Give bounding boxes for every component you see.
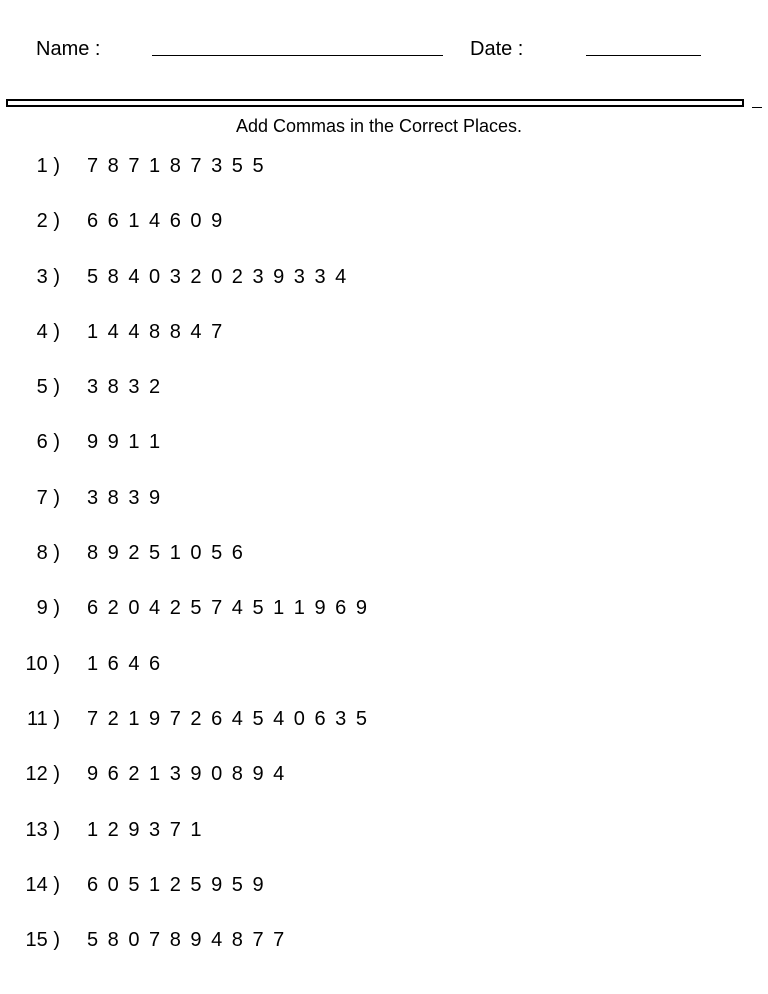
problem-number: 7 ) — [36, 486, 60, 509]
problem-row — [0, 872, 768, 927]
problem-number: 2 ) — [36, 210, 60, 233]
problem-row — [0, 595, 768, 650]
problem-digits: 3 8 3 2 — [87, 376, 161, 399]
problem-number: 8 ) — [36, 542, 60, 565]
problem-digits: 5 8 0 7 8 9 4 8 7 7 — [87, 929, 285, 952]
problem-row — [0, 706, 768, 761]
problem-number: 1 ) — [36, 155, 60, 177]
problem-number: 14 ) — [25, 873, 60, 896]
divider-tick-mark — [752, 107, 762, 108]
problem-row — [0, 208, 768, 263]
problem-number: 15 ) — [25, 929, 60, 952]
problem-row — [0, 761, 768, 816]
date-blank-line[interactable] — [586, 55, 701, 56]
problem-number: 13 ) — [25, 818, 60, 841]
problem-digits: 9 6 2 1 3 9 0 8 9 4 — [87, 763, 285, 786]
problem-row — [0, 927, 768, 982]
problem-row — [0, 651, 768, 706]
header-divider — [6, 99, 744, 107]
instructions-text: Add Commas in the Correct Places. — [235, 116, 523, 136]
problem-number: 4 ) — [36, 320, 60, 343]
problem-number: 10 ) — [25, 652, 60, 675]
problem-row — [0, 540, 768, 595]
problem-digits: 1 4 4 8 8 4 7 — [87, 320, 223, 343]
problem-digits: 1 6 4 6 — [87, 652, 161, 675]
problem-number: 5 ) — [36, 376, 60, 399]
problem-digits: 3 8 3 9 — [87, 486, 161, 509]
problem-row — [0, 374, 768, 429]
instructions-heading — [0, 115, 768, 137]
problem-row — [0, 485, 768, 540]
problem-number: 3 ) — [36, 265, 60, 288]
problem-list — [0, 153, 768, 982]
problem-digits: 8 9 2 5 1 0 5 6 — [87, 542, 243, 565]
problem-row — [0, 817, 768, 872]
problem-digits: 7 8 7 1 8 7 3 5 5 — [87, 155, 264, 177]
problem-row — [0, 153, 768, 208]
problem-number: 11 ) — [27, 707, 60, 730]
name-label: Name : — [36, 38, 101, 60]
problem-digits: 6 6 1 4 6 0 9 — [87, 210, 223, 233]
problem-number: 12 ) — [25, 763, 60, 786]
problem-digits: 7 2 1 9 7 2 6 4 5 4 0 6 3 5 — [87, 707, 367, 730]
problem-digits: 6 2 0 4 2 5 7 4 5 1 1 9 6 9 — [87, 597, 367, 620]
problem-number: 9 ) — [36, 597, 60, 620]
problem-digits: 5 8 4 0 3 2 0 2 3 9 3 3 4 — [87, 265, 347, 288]
problem-row — [0, 264, 768, 319]
problem-number: 6 ) — [36, 431, 60, 454]
problem-digits: 9 9 1 1 — [87, 431, 161, 454]
problem-digits: 6 0 5 1 2 5 9 5 9 — [87, 873, 264, 896]
problem-row — [0, 319, 768, 374]
problem-row — [0, 429, 768, 484]
date-label: Date : — [470, 38, 524, 60]
name-blank-line[interactable] — [152, 55, 443, 56]
problem-digits: 1 2 9 3 7 1 — [87, 818, 202, 841]
